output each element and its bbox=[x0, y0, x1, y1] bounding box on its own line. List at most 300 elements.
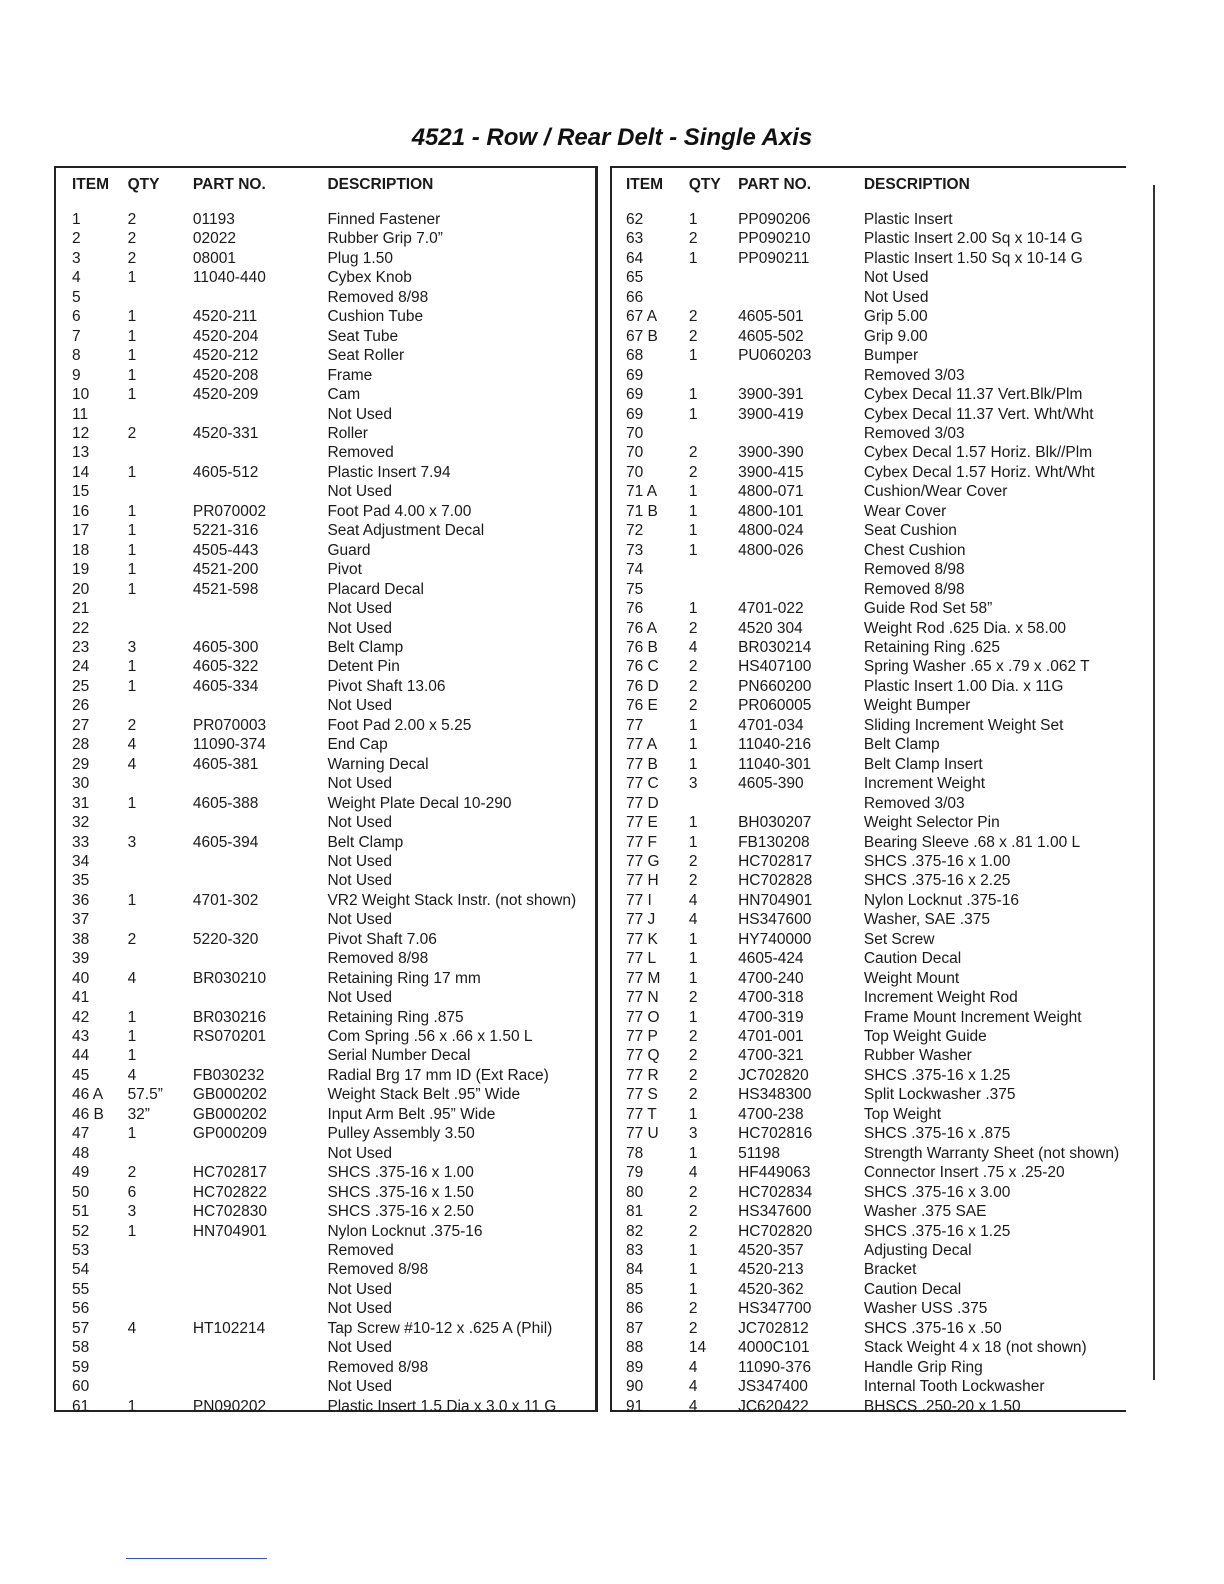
table-row bbox=[72, 1202, 595, 1221]
qty-cell: 1 bbox=[127, 308, 137, 326]
table-row bbox=[626, 910, 1126, 929]
description-cell: Cybex Decal 1.57 Horiz. Wht/Wht bbox=[863, 463, 1095, 481]
description-cell: Removed bbox=[327, 444, 394, 462]
table-row bbox=[626, 1299, 1126, 1318]
item-cell: 76 D bbox=[626, 677, 659, 695]
table-row bbox=[626, 852, 1126, 871]
description-cell: Split Lockwasher .375 bbox=[863, 1086, 1016, 1104]
part-no-cell bbox=[193, 443, 328, 462]
part-no-cell bbox=[738, 424, 864, 443]
header-row bbox=[72, 174, 595, 196]
description-cell: Not Used bbox=[327, 911, 393, 929]
description-cell: Finned Fastener bbox=[327, 211, 441, 228]
description-cell: Plastic Insert bbox=[863, 211, 953, 228]
item-cell: 57 bbox=[72, 1319, 90, 1337]
item-cell: 1 bbox=[72, 211, 81, 228]
part-no-cell bbox=[193, 988, 328, 1007]
description-cell: Not Used bbox=[327, 872, 393, 890]
qty-cell: 1 bbox=[127, 366, 137, 384]
item-cell: 72 bbox=[626, 522, 644, 540]
item-cell: 49 bbox=[72, 1164, 90, 1182]
item-cell: 13 bbox=[72, 444, 90, 462]
qty-cell: 2 bbox=[688, 1203, 698, 1221]
qty-cell: 1 bbox=[688, 755, 698, 773]
description-cell: Weight Rod .625 Dia. x 58.00 bbox=[863, 619, 1067, 637]
description-cell: Not Used bbox=[327, 405, 393, 423]
table-row bbox=[72, 1222, 595, 1241]
table-row bbox=[626, 1105, 1126, 1124]
table-row bbox=[72, 1241, 595, 1260]
part-no-cell: 11090-376 bbox=[738, 1358, 812, 1376]
qty-cell bbox=[128, 949, 193, 968]
item-cell: 32 bbox=[72, 814, 90, 832]
description-cell: Belt Clamp bbox=[327, 833, 404, 851]
part-no-cell: RS070201 bbox=[192, 1028, 267, 1046]
part-no-cell: PN090202 bbox=[192, 1397, 267, 1415]
spacer-cell bbox=[864, 196, 1126, 210]
table-row bbox=[72, 1260, 595, 1279]
table-row bbox=[72, 366, 595, 385]
table-row bbox=[626, 1280, 1126, 1299]
qty-cell: 1 bbox=[127, 463, 137, 481]
part-no-cell: HS347600 bbox=[738, 911, 812, 929]
qty-cell: 2 bbox=[127, 230, 137, 248]
item-cell: 68 bbox=[626, 347, 644, 365]
qty-cell: 4 bbox=[688, 1358, 698, 1376]
item-cell: 65 bbox=[626, 269, 644, 287]
item-cell: 83 bbox=[626, 1242, 644, 1260]
qty-cell: 1 bbox=[688, 483, 698, 501]
item-cell: 14 bbox=[72, 463, 90, 481]
qty-cell: 4 bbox=[127, 755, 137, 773]
item-cell: 74 bbox=[626, 561, 644, 579]
table-row bbox=[72, 891, 595, 910]
part-no-cell: 3900-391 bbox=[738, 386, 804, 404]
qty-cell: 2 bbox=[688, 1319, 698, 1337]
item-cell: 12 bbox=[72, 424, 90, 442]
part-no-cell bbox=[193, 949, 328, 968]
part-no-cell bbox=[738, 366, 864, 385]
part-no-cell: 4800-101 bbox=[738, 502, 804, 520]
part-no-cell: 08001 bbox=[192, 249, 236, 267]
qty-cell: 2 bbox=[688, 658, 698, 676]
item-cell: 89 bbox=[626, 1358, 644, 1376]
part-no-cell: 4605-322 bbox=[192, 658, 259, 676]
table-row bbox=[626, 1027, 1126, 1046]
part-no-cell: PR070003 bbox=[192, 716, 267, 734]
right-border-line bbox=[1153, 185, 1155, 1380]
qty-cell bbox=[128, 619, 193, 638]
description-cell: VR2 Weight Stack Instr. (not shown) bbox=[327, 891, 577, 909]
item-cell: 20 bbox=[72, 580, 90, 598]
table-row bbox=[626, 696, 1126, 715]
table-row bbox=[626, 580, 1126, 599]
item-cell: 77 J bbox=[626, 911, 656, 929]
spacer-cell bbox=[738, 196, 864, 210]
qty-cell: 1 bbox=[127, 269, 137, 287]
qty-cell: 1 bbox=[688, 736, 698, 754]
spacer-cell bbox=[193, 196, 328, 210]
item-cell: 22 bbox=[72, 619, 90, 637]
qty-cell: 2 bbox=[688, 1222, 698, 1240]
item-cell: 69 bbox=[626, 386, 644, 404]
item-cell: 77 R bbox=[626, 1066, 659, 1084]
description-cell: SHCS .375-16 x 2.50 bbox=[327, 1203, 474, 1221]
description-cell: Internal Tooth Lockwasher bbox=[863, 1378, 1045, 1396]
part-no-cell bbox=[193, 1046, 328, 1065]
item-cell: 10 bbox=[72, 386, 90, 404]
qty-cell: 1 bbox=[688, 386, 698, 404]
item-cell: 77 D bbox=[626, 794, 659, 812]
description-cell: Connector Insert .75 x .25-20 bbox=[863, 1164, 1065, 1182]
item-cell: 77 F bbox=[626, 833, 658, 851]
qty-cell: 2 bbox=[688, 697, 698, 715]
qty-cell: 1 bbox=[127, 580, 137, 598]
table-row bbox=[72, 1377, 595, 1396]
qty-cell: 2 bbox=[688, 1047, 698, 1065]
qty-cell: 1 bbox=[688, 1242, 698, 1260]
item-cell: 24 bbox=[72, 658, 90, 676]
item-cell: 84 bbox=[626, 1261, 644, 1279]
table-row bbox=[626, 619, 1126, 638]
qty-cell bbox=[128, 1377, 193, 1396]
table-row bbox=[72, 657, 595, 676]
item-cell: 76 A bbox=[626, 619, 658, 637]
spacer-cell bbox=[626, 196, 689, 210]
qty-cell: 2 bbox=[688, 308, 698, 326]
part-no-cell bbox=[193, 599, 328, 618]
description-cell: Serial Number Decal bbox=[327, 1047, 471, 1065]
item-cell: 31 bbox=[72, 794, 90, 812]
item-cell: 69 bbox=[626, 366, 644, 384]
table-row bbox=[72, 1163, 595, 1182]
description-cell: Seat Adjustment Decal bbox=[327, 522, 485, 540]
part-no-cell: JC702812 bbox=[738, 1319, 809, 1337]
item-cell: 82 bbox=[626, 1222, 644, 1240]
item-cell: 70 bbox=[626, 444, 644, 462]
part-no-cell: PU060203 bbox=[738, 347, 812, 365]
part-no-cell: HC702816 bbox=[738, 1125, 813, 1143]
description-cell: Spring Washer .65 x .79 x .062 T bbox=[863, 658, 1090, 676]
item-cell: 28 bbox=[72, 736, 90, 754]
qty-cell: 1 bbox=[688, 211, 698, 228]
description-cell: Not Used bbox=[327, 852, 393, 870]
table-row bbox=[626, 307, 1126, 326]
description-cell: Not Used bbox=[327, 1144, 393, 1162]
description-cell: Weight Plate Decal 10-290 bbox=[327, 794, 512, 812]
table-row bbox=[626, 1397, 1126, 1416]
description-cell: Input Arm Belt .95” Wide bbox=[327, 1105, 496, 1123]
description-cell: Cushion Tube bbox=[327, 308, 424, 326]
part-no-cell: JC702820 bbox=[738, 1066, 809, 1084]
qty-cell bbox=[128, 1338, 193, 1357]
qty-cell: 1 bbox=[688, 541, 698, 559]
description-cell: Plastic Insert 2.00 Sq x 10-14 G bbox=[863, 230, 1083, 248]
part-no-cell: JS347400 bbox=[738, 1378, 808, 1396]
item-cell: 11 bbox=[72, 405, 89, 423]
spacer-cell bbox=[327, 196, 595, 210]
part-no-cell: 4520-331 bbox=[192, 424, 259, 442]
item-cell: 60 bbox=[72, 1378, 90, 1396]
description-cell: Placard Decal bbox=[327, 580, 424, 598]
qty-cell: 2 bbox=[127, 211, 137, 228]
qty-cell: 1 bbox=[127, 794, 137, 812]
table-row bbox=[72, 988, 595, 1007]
parts-table-left-panel bbox=[54, 166, 598, 1415]
table-row bbox=[72, 463, 595, 482]
table-row bbox=[72, 599, 595, 618]
item-cell: 77 Q bbox=[626, 1047, 660, 1065]
qty-cell: 4 bbox=[688, 891, 698, 909]
description-cell: Washer .375 SAE bbox=[863, 1203, 987, 1221]
description-cell: Set Screw bbox=[863, 930, 935, 948]
part-no-cell: 01193 bbox=[192, 211, 235, 228]
item-cell: 59 bbox=[72, 1358, 90, 1376]
description-cell: Foot Pad 2.00 x 5.25 bbox=[327, 716, 472, 734]
qty-cell: 1 bbox=[688, 1105, 698, 1123]
qty-cell: 1 bbox=[127, 502, 137, 520]
description-cell: Cam bbox=[327, 386, 361, 404]
item-cell: 17 bbox=[72, 522, 90, 540]
item-cell: 38 bbox=[72, 930, 90, 948]
description-cell: Seat Cushion bbox=[863, 522, 957, 540]
description-cell: Bracket bbox=[863, 1261, 917, 1279]
description-cell: Detent Pin bbox=[327, 658, 400, 676]
qty-cell: 1 bbox=[127, 522, 137, 540]
part-no-cell bbox=[193, 619, 328, 638]
table-row bbox=[72, 969, 595, 988]
item-cell: 47 bbox=[72, 1125, 90, 1143]
table-row bbox=[626, 735, 1126, 754]
qty-cell bbox=[689, 794, 738, 813]
qty-cell: 4 bbox=[688, 1397, 698, 1415]
item-cell: 33 bbox=[72, 833, 90, 851]
table-row bbox=[72, 307, 595, 326]
qty-cell: 2 bbox=[688, 1300, 698, 1318]
part-no-cell: HN704901 bbox=[738, 891, 813, 909]
part-no-cell: 4605-300 bbox=[192, 638, 259, 656]
item-cell: 75 bbox=[626, 580, 644, 598]
description-cell: Plastic Insert 1.50 Sq x 10-14 G bbox=[863, 249, 1083, 267]
description-cell: Weight Mount bbox=[863, 969, 960, 987]
qty-cell: 1 bbox=[127, 1125, 137, 1143]
table-row bbox=[72, 1105, 595, 1124]
part-no-cell bbox=[193, 871, 328, 890]
description-cell: Removed 8/98 bbox=[863, 580, 965, 598]
item-cell: 61 bbox=[72, 1397, 90, 1415]
item-cell: 77 N bbox=[626, 989, 659, 1007]
qty-cell bbox=[689, 288, 738, 307]
table-row bbox=[626, 891, 1126, 910]
description-cell: Not Used bbox=[327, 1300, 393, 1318]
description-cell: SHCS .375-16 x 1.00 bbox=[863, 852, 1011, 870]
qty-cell: 1 bbox=[127, 677, 137, 695]
part-no-cell: 4800-026 bbox=[738, 541, 804, 559]
part-no-cell: 4605-334 bbox=[192, 677, 259, 695]
table-row bbox=[72, 210, 595, 229]
description-cell: Removed 3/03 bbox=[863, 794, 965, 812]
table-row bbox=[72, 949, 595, 968]
qty-cell bbox=[128, 288, 193, 307]
qty-cell: 1 bbox=[127, 658, 137, 676]
part-no-cell: 4605-512 bbox=[192, 463, 259, 481]
item-cell: 51 bbox=[72, 1203, 90, 1221]
table-row bbox=[72, 696, 595, 715]
part-no-cell bbox=[193, 774, 328, 793]
item-cell: 79 bbox=[626, 1164, 644, 1182]
description-cell: SHCS .375-16 x .875 bbox=[863, 1125, 1011, 1143]
qty-cell: 1 bbox=[127, 1397, 137, 1415]
qty-cell: 2 bbox=[688, 230, 698, 248]
part-no-cell: 4520-208 bbox=[192, 366, 259, 384]
table-row bbox=[72, 852, 595, 871]
table-row bbox=[72, 1085, 595, 1104]
description-cell: Grip 9.00 bbox=[863, 327, 928, 345]
item-cell: 34 bbox=[72, 852, 90, 870]
qty-cell bbox=[128, 988, 193, 1007]
description-cell: Com Spring .56 x .66 x 1.50 L bbox=[327, 1028, 533, 1046]
qty-cell: 1 bbox=[688, 1144, 698, 1162]
part-no-cell: 4700-321 bbox=[738, 1047, 804, 1065]
item-cell: 71 B bbox=[626, 502, 658, 520]
qty-cell: 1 bbox=[688, 1280, 698, 1298]
qty-cell: 3 bbox=[127, 1203, 137, 1221]
description-cell: Nylon Locknut .375-16 bbox=[327, 1222, 483, 1240]
part-no-cell bbox=[193, 1358, 328, 1377]
table-row bbox=[626, 443, 1126, 462]
description-cell: Plastic Insert 7.94 bbox=[327, 463, 451, 481]
part-no-cell: 11090-374 bbox=[192, 736, 266, 754]
qty-cell: 1 bbox=[688, 347, 698, 365]
qty-cell: 1 bbox=[127, 541, 137, 559]
part-no-cell: PR070002 bbox=[192, 502, 267, 520]
qty-cell: 4 bbox=[127, 1066, 137, 1084]
description-cell: SHCS .375-16 x 1.50 bbox=[327, 1183, 474, 1201]
table-row bbox=[626, 988, 1126, 1007]
part-no-cell: HC702828 bbox=[738, 872, 813, 890]
table-row bbox=[72, 1280, 595, 1299]
qty-cell bbox=[689, 424, 738, 443]
qty-cell: 1 bbox=[688, 1261, 698, 1279]
qty-cell bbox=[689, 580, 738, 599]
item-cell: 45 bbox=[72, 1066, 90, 1084]
table-row bbox=[72, 774, 595, 793]
qty-cell: 2 bbox=[688, 872, 698, 890]
table-row bbox=[72, 813, 595, 832]
spacer-cell bbox=[689, 196, 738, 210]
qty-cell: 32” bbox=[127, 1105, 150, 1123]
qty-cell: 2 bbox=[688, 1183, 698, 1201]
part-no-cell bbox=[193, 1144, 328, 1163]
part-no-cell: PP090211 bbox=[738, 249, 810, 267]
item-cell: 52 bbox=[72, 1222, 90, 1240]
part-no-cell: JC620422 bbox=[738, 1397, 809, 1415]
item-cell: 18 bbox=[72, 541, 90, 559]
item-cell: 77 O bbox=[626, 1008, 660, 1026]
table-row bbox=[72, 1358, 595, 1377]
item-cell: 64 bbox=[626, 249, 644, 267]
item-cell: 71 A bbox=[626, 483, 658, 501]
item-cell: 4 bbox=[72, 269, 81, 287]
part-no-cell: 4520-357 bbox=[738, 1242, 804, 1260]
qty-cell: 2 bbox=[127, 424, 137, 442]
part-no-cell bbox=[193, 1280, 328, 1299]
description-cell: Radial Brg 17 mm ID (Ext Race) bbox=[327, 1066, 549, 1084]
description-cell: Plastic Insert 1.5 Dia x 3.0 x 11 G bbox=[327, 1397, 557, 1415]
table-row bbox=[72, 638, 595, 657]
part-no-cell: 4520-362 bbox=[738, 1280, 804, 1298]
table-row bbox=[72, 560, 595, 579]
description-cell: Bumper bbox=[863, 347, 919, 365]
qty-cell bbox=[128, 1241, 193, 1260]
description-cell: Roller bbox=[327, 424, 368, 442]
table-row bbox=[626, 716, 1126, 735]
item-cell: 27 bbox=[72, 716, 90, 734]
description-cell: Sliding Increment Weight Set bbox=[863, 716, 1064, 734]
qty-cell: 2 bbox=[688, 1066, 698, 1084]
table-row bbox=[626, 249, 1126, 268]
table-row bbox=[626, 521, 1126, 540]
description-cell: Not Used bbox=[327, 1280, 393, 1298]
qty-cell: 1 bbox=[127, 1028, 137, 1046]
page-title: 4521 - Row / Rear Delt - Single Axis bbox=[411, 124, 813, 151]
item-cell: 77 U bbox=[626, 1125, 659, 1143]
table-row bbox=[72, 1319, 595, 1338]
table-row bbox=[626, 268, 1126, 287]
item-cell: 69 bbox=[626, 405, 644, 423]
header-row bbox=[626, 174, 1126, 196]
part-no-cell: GP000209 bbox=[192, 1125, 267, 1143]
item-cell: 23 bbox=[72, 638, 90, 656]
part-no-cell: BR030210 bbox=[192, 969, 267, 987]
table-row bbox=[626, 541, 1126, 560]
description-cell: Removed 3/03 bbox=[863, 424, 965, 442]
description-cell: Seat Tube bbox=[327, 327, 399, 345]
description-cell: Not Used bbox=[327, 989, 393, 1007]
table-row bbox=[72, 229, 595, 248]
part-no-cell bbox=[738, 794, 864, 813]
qty-cell: 2 bbox=[688, 619, 698, 637]
part-no-cell: HY740000 bbox=[738, 930, 812, 948]
part-no-cell: BR030214 bbox=[738, 638, 812, 656]
table-row bbox=[626, 385, 1126, 404]
table-row bbox=[72, 268, 595, 287]
table-row bbox=[626, 1183, 1126, 1202]
description-cell: Grip 5.00 bbox=[863, 308, 928, 326]
part-no-cell: HC702817 bbox=[738, 852, 813, 870]
item-cell: 76 B bbox=[626, 638, 658, 656]
table-row bbox=[626, 463, 1126, 482]
description-cell: Cybex Knob bbox=[327, 269, 412, 287]
table-row bbox=[626, 1066, 1126, 1085]
part-no-cell: 4700-318 bbox=[738, 989, 804, 1007]
part-no-cell: HS347600 bbox=[738, 1203, 812, 1221]
part-no-cell: HC702834 bbox=[738, 1183, 813, 1201]
description-cell: SHCS .375-16 x 1.25 bbox=[863, 1222, 1011, 1240]
description-cell: Nylon Locknut .375-16 bbox=[863, 891, 1019, 909]
table-row bbox=[72, 580, 595, 599]
part-no-cell: 4605-424 bbox=[738, 950, 804, 968]
description-cell: Adjusting Decal bbox=[863, 1242, 972, 1260]
part-no-cell: HS347700 bbox=[738, 1300, 812, 1318]
description-cell: Not Used bbox=[327, 619, 393, 637]
description-cell: Pulley Assembly 3.50 bbox=[327, 1125, 475, 1143]
table-row bbox=[626, 1085, 1126, 1104]
qty-cell: 2 bbox=[688, 1028, 698, 1046]
qty-cell bbox=[128, 871, 193, 890]
item-cell: 76 C bbox=[626, 658, 659, 676]
description-cell: Retaining Ring .875 bbox=[327, 1008, 464, 1026]
